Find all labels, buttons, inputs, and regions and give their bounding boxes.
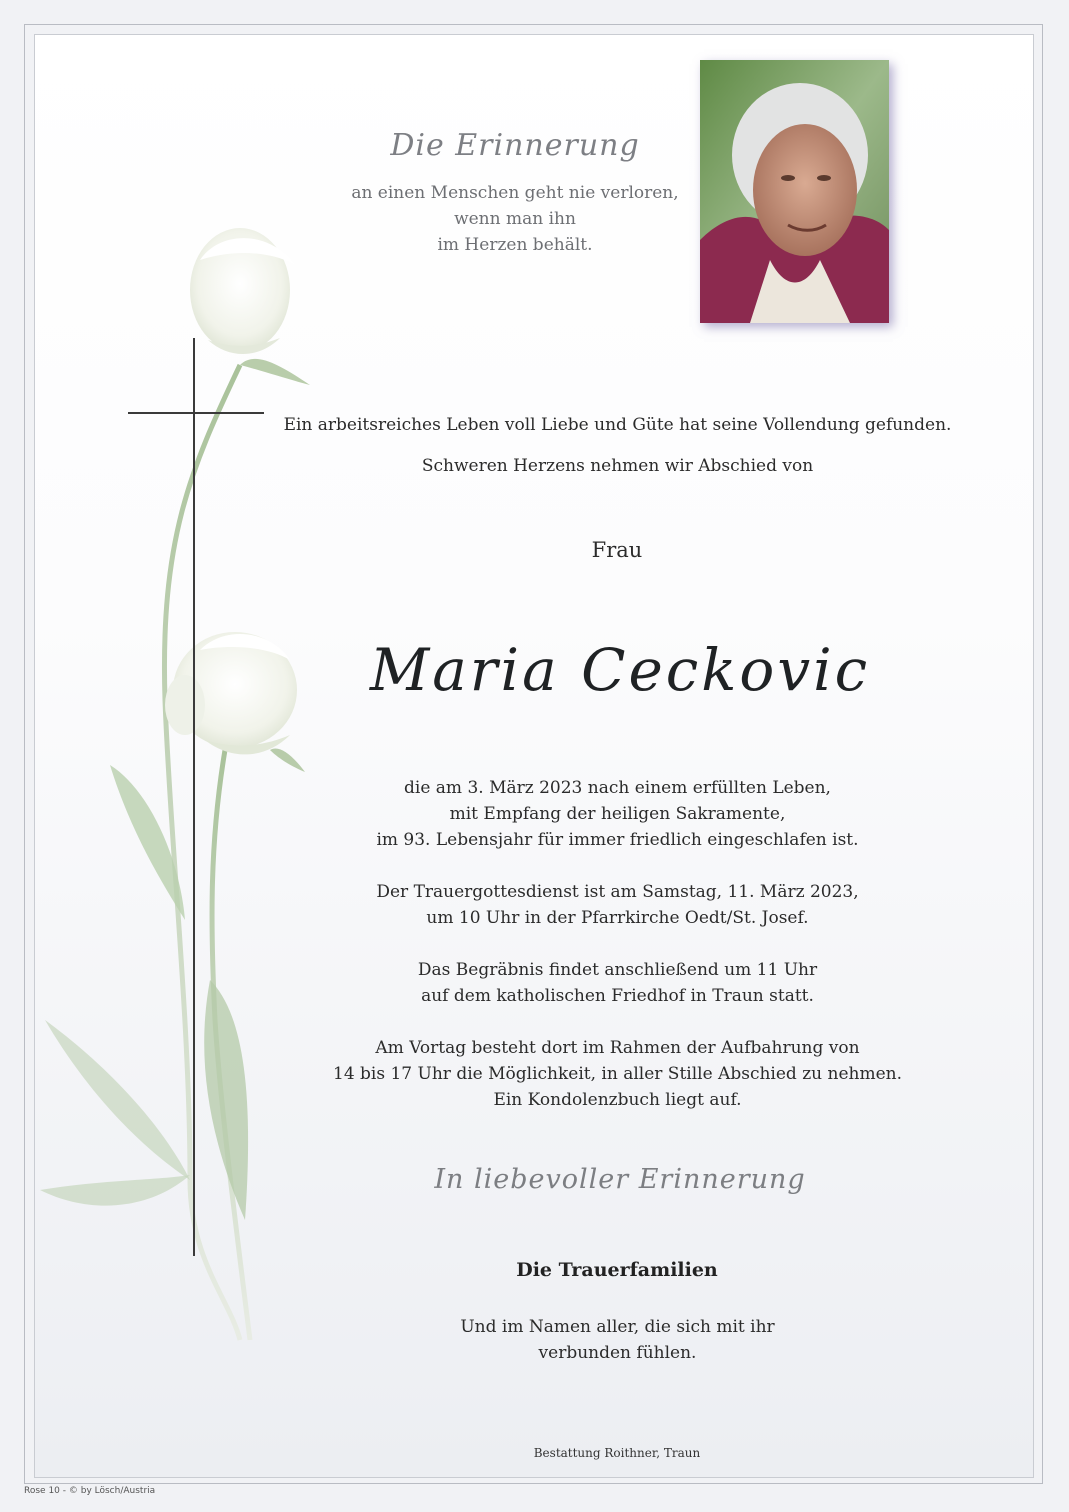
detail-line: die am 3. März 2023 nach einem erfüllten Leben, xyxy=(404,778,831,798)
portrait-photo xyxy=(700,60,889,323)
quote-line: an einen Menschen geht nie verloren, xyxy=(351,183,679,203)
detail-line: Das Begräbnis findet anschließend um 11 Uhr xyxy=(417,960,818,980)
intro-line: Schweren Herzens nehmen wir Abschied von xyxy=(421,456,814,476)
salutation: Frau xyxy=(591,538,643,562)
quote-title: Die Erinnerung xyxy=(390,128,640,163)
quote-line: wenn man ihn xyxy=(454,209,576,229)
details-block xyxy=(330,775,905,1113)
cross-icon xyxy=(128,338,264,1256)
closing-phrase: In liebevoller Erinnerung xyxy=(434,1164,806,1195)
detail-line: im 93. Lebensjahr für immer friedlich eingeschlafen ist. xyxy=(376,830,859,850)
intro-line: Ein arbeitsreiches Leben voll Liebe und Güte hat seine Vollendung gefunden. xyxy=(283,415,952,435)
quote-line: im Herzen behält. xyxy=(437,235,593,255)
detail-line: Ein Kondolenzbuch liegt auf. xyxy=(493,1090,742,1110)
detail-line: Am Vortag besteht dort im Rahmen der Aufbahrung von xyxy=(375,1038,860,1058)
detail-line: 14 bis 17 Uhr die Möglichkeit, in aller Stille Abschied zu nehmen. xyxy=(333,1064,902,1084)
family-note-line: Und im Namen aller, die sich mit ihr xyxy=(460,1317,775,1337)
family-signature: Die Trauerfamilien xyxy=(516,1259,718,1281)
funeral-home: Bestattung Roithner, Traun xyxy=(533,1446,701,1460)
detail-line: Der Trauergottesdienst ist am Samstag, 11. März 2023, xyxy=(376,882,859,902)
deceased-name: Maria Ceckovic xyxy=(369,636,871,704)
detail-line: auf dem katholischen Friedhof in Traun statt. xyxy=(421,986,814,1006)
family-note xyxy=(380,1314,855,1366)
family-note-line: verbunden fühlen. xyxy=(538,1343,697,1363)
quote-text xyxy=(330,180,700,258)
detail-line: mit Empfang der heiligen Sakramente, xyxy=(449,804,786,824)
detail-line: um 10 Uhr in der Pfarrkirche Oedt/St. Josef. xyxy=(426,908,809,928)
image-credit: Rose 10 - © by Lösch/Austria xyxy=(24,1486,156,1496)
